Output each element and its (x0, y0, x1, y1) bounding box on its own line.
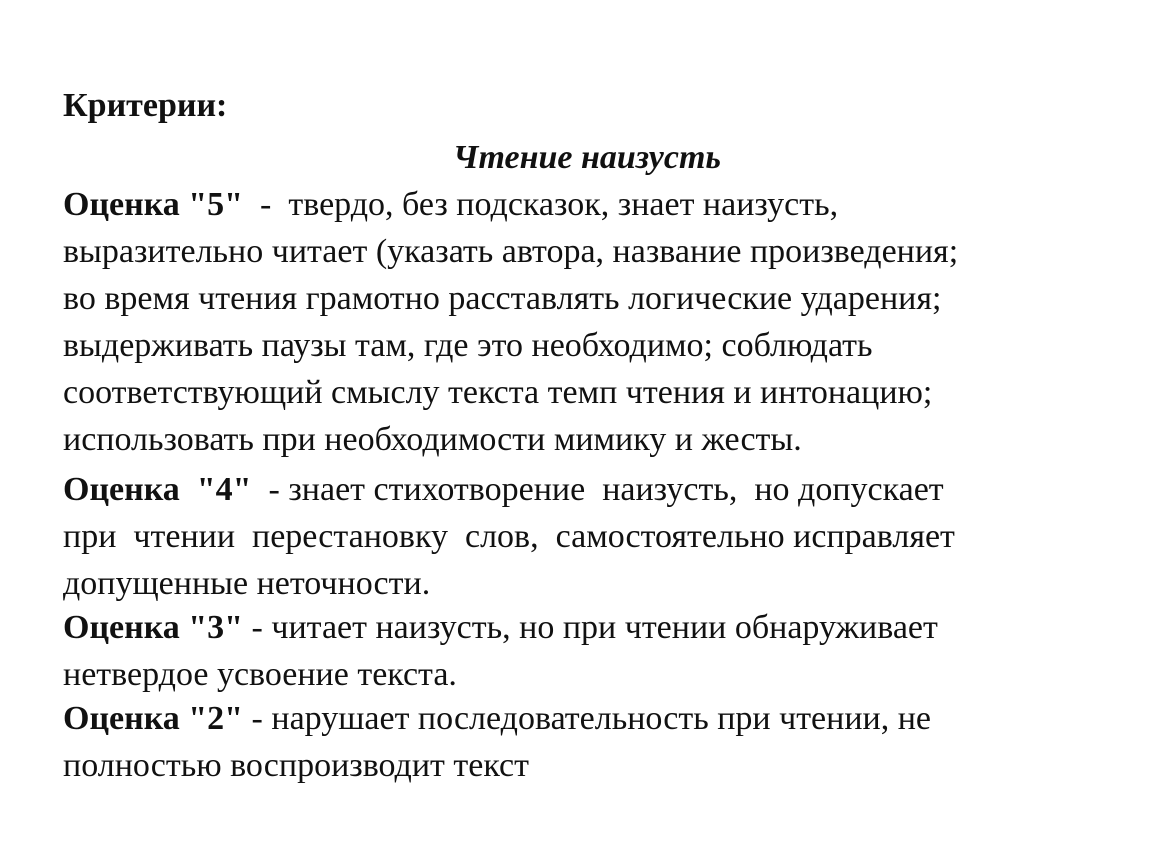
grade-line: допущенные неточности. (63, 565, 431, 602)
grade-line: полностью воспроизводит текст (63, 747, 529, 784)
grade-4-text: - знает стихотворение наизусть, но допускает (251, 471, 944, 508)
grade-line (63, 604, 1093, 651)
section-title (0, 136, 1150, 180)
grade-2-criteria (63, 695, 1093, 789)
grade-line: выдерживать паузы там, где это необходимо; соблюдать (63, 327, 873, 364)
grade-3-label: Оценка "3" (63, 609, 244, 646)
section-title-text: Чтение наизусть (453, 139, 721, 176)
grade-3-text: - читает наизусть, но при чтении обнаруживает (243, 609, 938, 646)
grade-5-criteria (63, 181, 1093, 463)
grade-line: использовать при необходимости мимику и жесты. (63, 421, 802, 458)
grade-4-criteria (63, 466, 1093, 607)
grade-line (63, 181, 1093, 228)
grade-3-criteria (63, 604, 1093, 698)
grade-line: соответствующий смыслу текста темп чтения и интонацию; (63, 374, 933, 411)
criteria-heading: Критерии: (63, 87, 228, 124)
grade-line: выразительно читает (указать автора, название произведения; (63, 233, 959, 270)
grade-line: нетвердое усвоение текста. (63, 656, 457, 693)
grade-line (63, 466, 1093, 513)
grade-line: при чтении перестановку слов, самостоятельно исправляет (63, 518, 955, 555)
grade-2-label: Оценка "2" (63, 700, 244, 737)
grade-4-label: Оценка "4" (63, 471, 252, 508)
grade-line: во время чтения грамотно расставлять логические ударения; (63, 280, 942, 317)
grade-5-text: - твердо, без подсказок, знает наизусть, (243, 186, 839, 223)
grade-2-text: - нарушает последовательность при чтении, не (243, 700, 932, 737)
grade-5-label: Оценка "5" (63, 186, 244, 223)
grade-line (63, 695, 1093, 742)
